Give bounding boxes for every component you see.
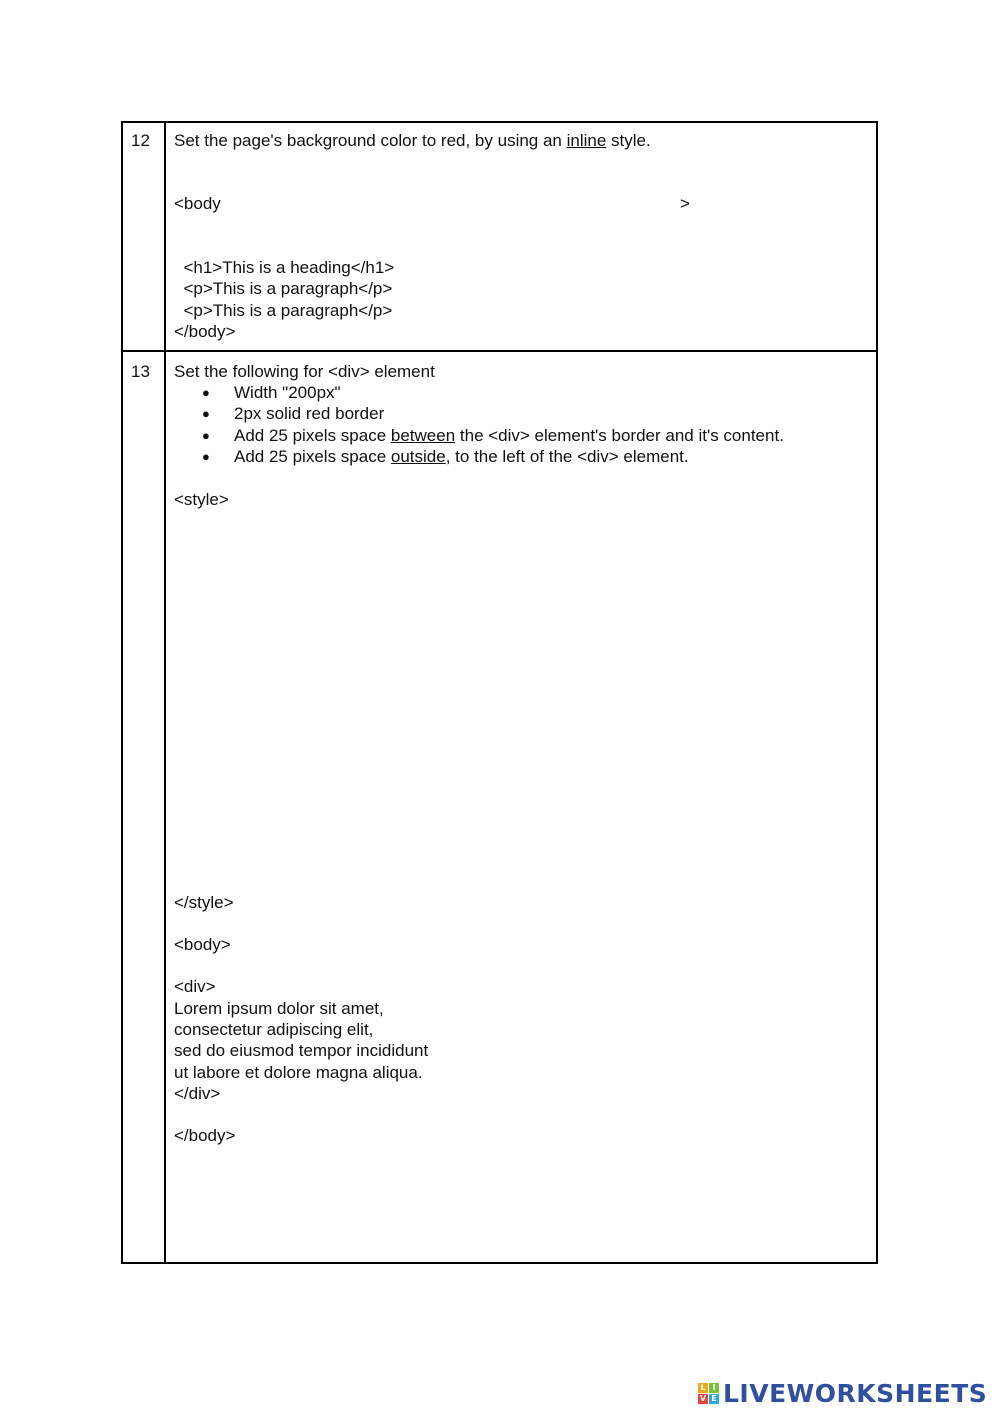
code-line-p1: <p>This is a paragraph</p> [174, 279, 393, 298]
bullet-icon: ● [202, 428, 210, 443]
table-border-right [876, 121, 878, 1264]
lorem-line-3: sed do eiusmod tempor incididunt [174, 1041, 429, 1060]
question-13-instruction: Set the following for <div> element [174, 362, 435, 381]
question-number-13: 13 [131, 362, 150, 381]
logo-mark-icon [698, 1383, 719, 1404]
bullet-icon: ● [202, 385, 210, 400]
lorem-line-1: Lorem ipsum dolor sit amet, [174, 999, 384, 1018]
bullet-icon: ● [202, 449, 210, 464]
liveworksheets-logo [698, 1378, 987, 1408]
column-divider [164, 121, 166, 1264]
code-body-close: </body> [174, 322, 236, 341]
answer-area[interactable] [174, 518, 864, 888]
code-style-open: <style> [174, 490, 229, 509]
answer-blank-close: > [680, 194, 690, 213]
bullet-text-end: , to the left of the <div> element. [445, 447, 689, 466]
lorem-line-2: consectetur adipiscing elit, [174, 1020, 374, 1039]
logo-mark-letter: E [709, 1394, 719, 1404]
bullet-text: Add 25 pixels space [234, 426, 391, 445]
logo-mark-letter: V [699, 1393, 707, 1403]
code-div-close: </div> [174, 1084, 221, 1103]
code-body-open: <body [174, 194, 221, 213]
bullet-padding [234, 426, 784, 446]
bullet-icon: ● [202, 406, 210, 421]
table-border-top [121, 121, 878, 123]
row-divider [121, 350, 878, 352]
table-border-left [121, 121, 123, 1264]
code-line-p2: <p>This is a paragraph</p> [174, 301, 393, 320]
question-number-12: 12 [131, 131, 150, 150]
code-body-close: </body> [174, 1126, 236, 1145]
instruction-underlined: inline [566, 131, 607, 150]
bullet-text-end: the <div> element's border and it's content. [455, 426, 784, 445]
question-12-instruction [174, 131, 651, 151]
code-style-close: </style> [174, 893, 234, 912]
logo-mark-letter: L [698, 1383, 708, 1393]
lorem-line-4: ut labore et dolore magna aliqua. [174, 1063, 423, 1082]
code-div-open: <div> [174, 977, 216, 996]
bullet-width: Width "200px" [234, 383, 341, 402]
bullet-underlined: outside [390, 447, 446, 466]
instruction-text-end: style. [606, 131, 651, 150]
bullet-text: Add 25 pixels space [234, 447, 391, 466]
code-line-h1: <h1>This is a heading</h1> [174, 258, 395, 277]
table-border-bottom [121, 1262, 878, 1264]
bullet-margin [234, 447, 689, 467]
instruction-text: Set the page's background color to red, by using an [174, 131, 567, 150]
logo-mark-letter: I [709, 1383, 719, 1393]
bullet-border: 2px solid red border [234, 404, 385, 423]
bullet-underlined: between [390, 426, 456, 445]
code-body-open: <body> [174, 935, 231, 954]
logo-text: LIVEWORKSHEETS [723, 1378, 988, 1408]
